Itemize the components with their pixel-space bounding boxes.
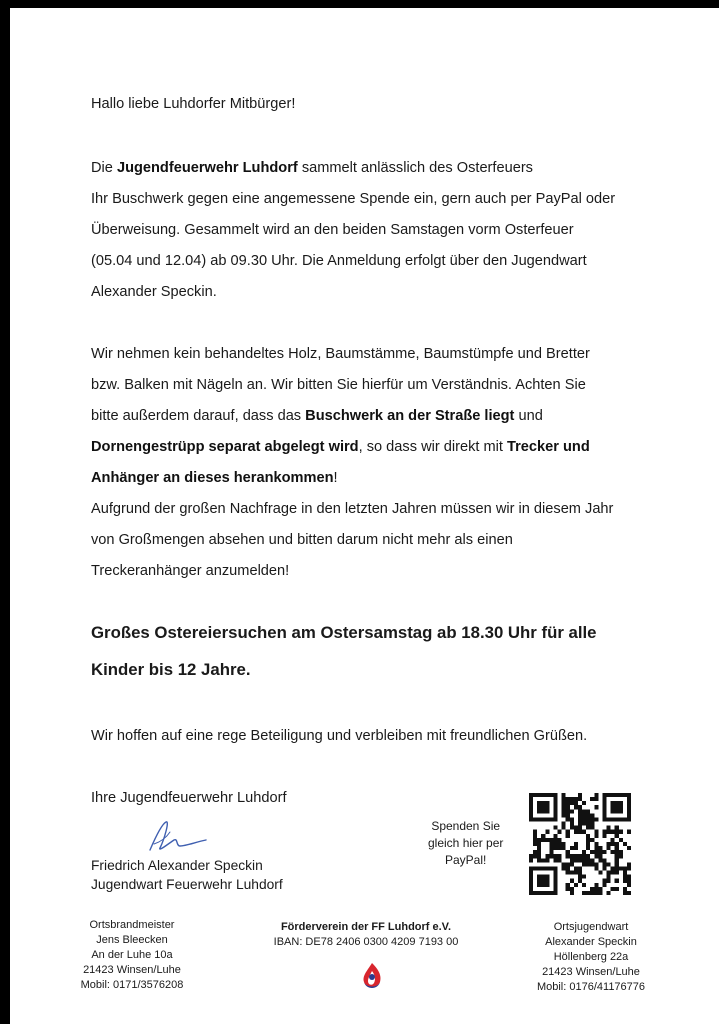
p1-line1-bold: Jugendfeuerwehr Luhdorf bbox=[116, 160, 298, 176]
footer-left-line: 21423 Winsen/Luhe bbox=[83, 964, 181, 976]
p2-line5-post: ! bbox=[333, 470, 338, 486]
p2-line6: Aufgrund der großen Nachfrage in den letzten Jahren müssen wir in diesem Jahr bbox=[91, 501, 614, 517]
p2-line4-bold2: Trecker und bbox=[507, 439, 590, 455]
paypal-note bbox=[428, 818, 503, 869]
closing: Wir hoffen auf eine rege Beteiligung und verbleiben mit freundlichen Grüßen. bbox=[91, 728, 588, 744]
sign-name: Friedrich Alexander Speckin bbox=[91, 858, 263, 873]
fire-brigade-logo-icon bbox=[358, 961, 386, 991]
p2-line4-bold1: Dornengestrüpp separat abgelegt wird bbox=[91, 439, 359, 455]
sign-org: Ihre Jugendfeuerwehr Luhdorf bbox=[91, 790, 287, 806]
footer-right-line: Höllenberg 22a bbox=[553, 951, 629, 963]
handwritten-signature-icon bbox=[142, 816, 212, 860]
headline-line1: Großes Ostereiersuchen am Ostersamstag ab 18.30 Uhr für alle bbox=[91, 623, 597, 642]
p2-line7: von Großmengen absehen und bitten darum nicht mehr als einen bbox=[91, 532, 513, 548]
p2-line4-mid: , so dass wir direkt mit bbox=[358, 439, 508, 455]
p1-line2: Ihr Buschwerk gegen eine angemessene Spende ein, gern auch per PayPal oder bbox=[91, 191, 616, 207]
p1-line1-pre: Die bbox=[91, 160, 117, 176]
paypal-note-line: gleich hier per bbox=[428, 836, 504, 850]
footer-left-line: An der Luhe 10a bbox=[91, 949, 173, 961]
p2-line3-bold: Buschwerk an der Straße liegt bbox=[305, 408, 515, 424]
p2-line5 bbox=[91, 470, 338, 486]
greeting: Hallo liebe Luhdorfer Mitbürger! bbox=[91, 96, 296, 112]
footer-left-line: Ortsbrandmeister bbox=[89, 919, 175, 931]
p2-line2: bzw. Balken mit Nägeln an. Wir bitten Sie hierfür um Verständnis. Achten Sie bbox=[91, 377, 586, 393]
p2-line3 bbox=[91, 408, 543, 424]
sign-role: Jugendwart Feuerwehr Luhdorf bbox=[91, 877, 283, 892]
footer-left bbox=[72, 918, 192, 993]
p2-line3-post: und bbox=[514, 408, 543, 424]
p2-line1: Wir nehmen kein behandeltes Holz, Baumstämme, Baumstümpfe und Bretter bbox=[91, 346, 590, 362]
letter-page bbox=[10, 8, 719, 1024]
footer-center-org: Förderverein der FF Luhdorf e.V. bbox=[280, 921, 452, 933]
paypal-note-line: Spenden Sie bbox=[431, 819, 501, 833]
p1-line1-post: sammelt anlässlich des Osterfeuers bbox=[297, 160, 533, 176]
paypal-qr-code-icon[interactable] bbox=[529, 793, 631, 895]
p1-line4: (05.04 und 12.04) ab 09.30 Uhr. Die Anmeldung erfolgt über den Jugendwart bbox=[91, 253, 587, 269]
footer-right-line: Alexander Speckin bbox=[545, 936, 637, 948]
footer-left-line: Jens Bleecken bbox=[96, 934, 168, 946]
paypal-note-line: PayPal! bbox=[445, 853, 487, 867]
headline-line2: Kinder bis 12 Jahre. bbox=[91, 660, 251, 679]
footer-right-line: 21423 Winsen/Luhe bbox=[542, 966, 640, 978]
p1-line3: Überweisung. Gesammelt wird an den beiden Samstagen vorm Osterfeuer bbox=[91, 222, 574, 238]
p2-line3-pre: bitte außerdem darauf, dass das bbox=[91, 408, 306, 424]
p1-line5: Alexander Speckin. bbox=[91, 284, 217, 300]
footer-right-line: Ortsjugendwart bbox=[553, 921, 629, 933]
p2-line5-bold: Anhänger an dieses herankommen bbox=[91, 470, 334, 486]
p1-line1 bbox=[91, 160, 533, 176]
footer-right bbox=[526, 920, 656, 995]
footer-center bbox=[266, 920, 466, 950]
p2-line4 bbox=[91, 439, 590, 455]
footer-left-line: Mobil: 0171/3576208 bbox=[80, 979, 184, 991]
footer-center-iban: IBAN: DE78 2406 0300 4209 7193 00 bbox=[273, 936, 459, 948]
p2-line8: Treckeranhänger anzumelden! bbox=[91, 563, 290, 579]
footer-right-line: Mobil: 0176/41176776 bbox=[536, 981, 646, 993]
